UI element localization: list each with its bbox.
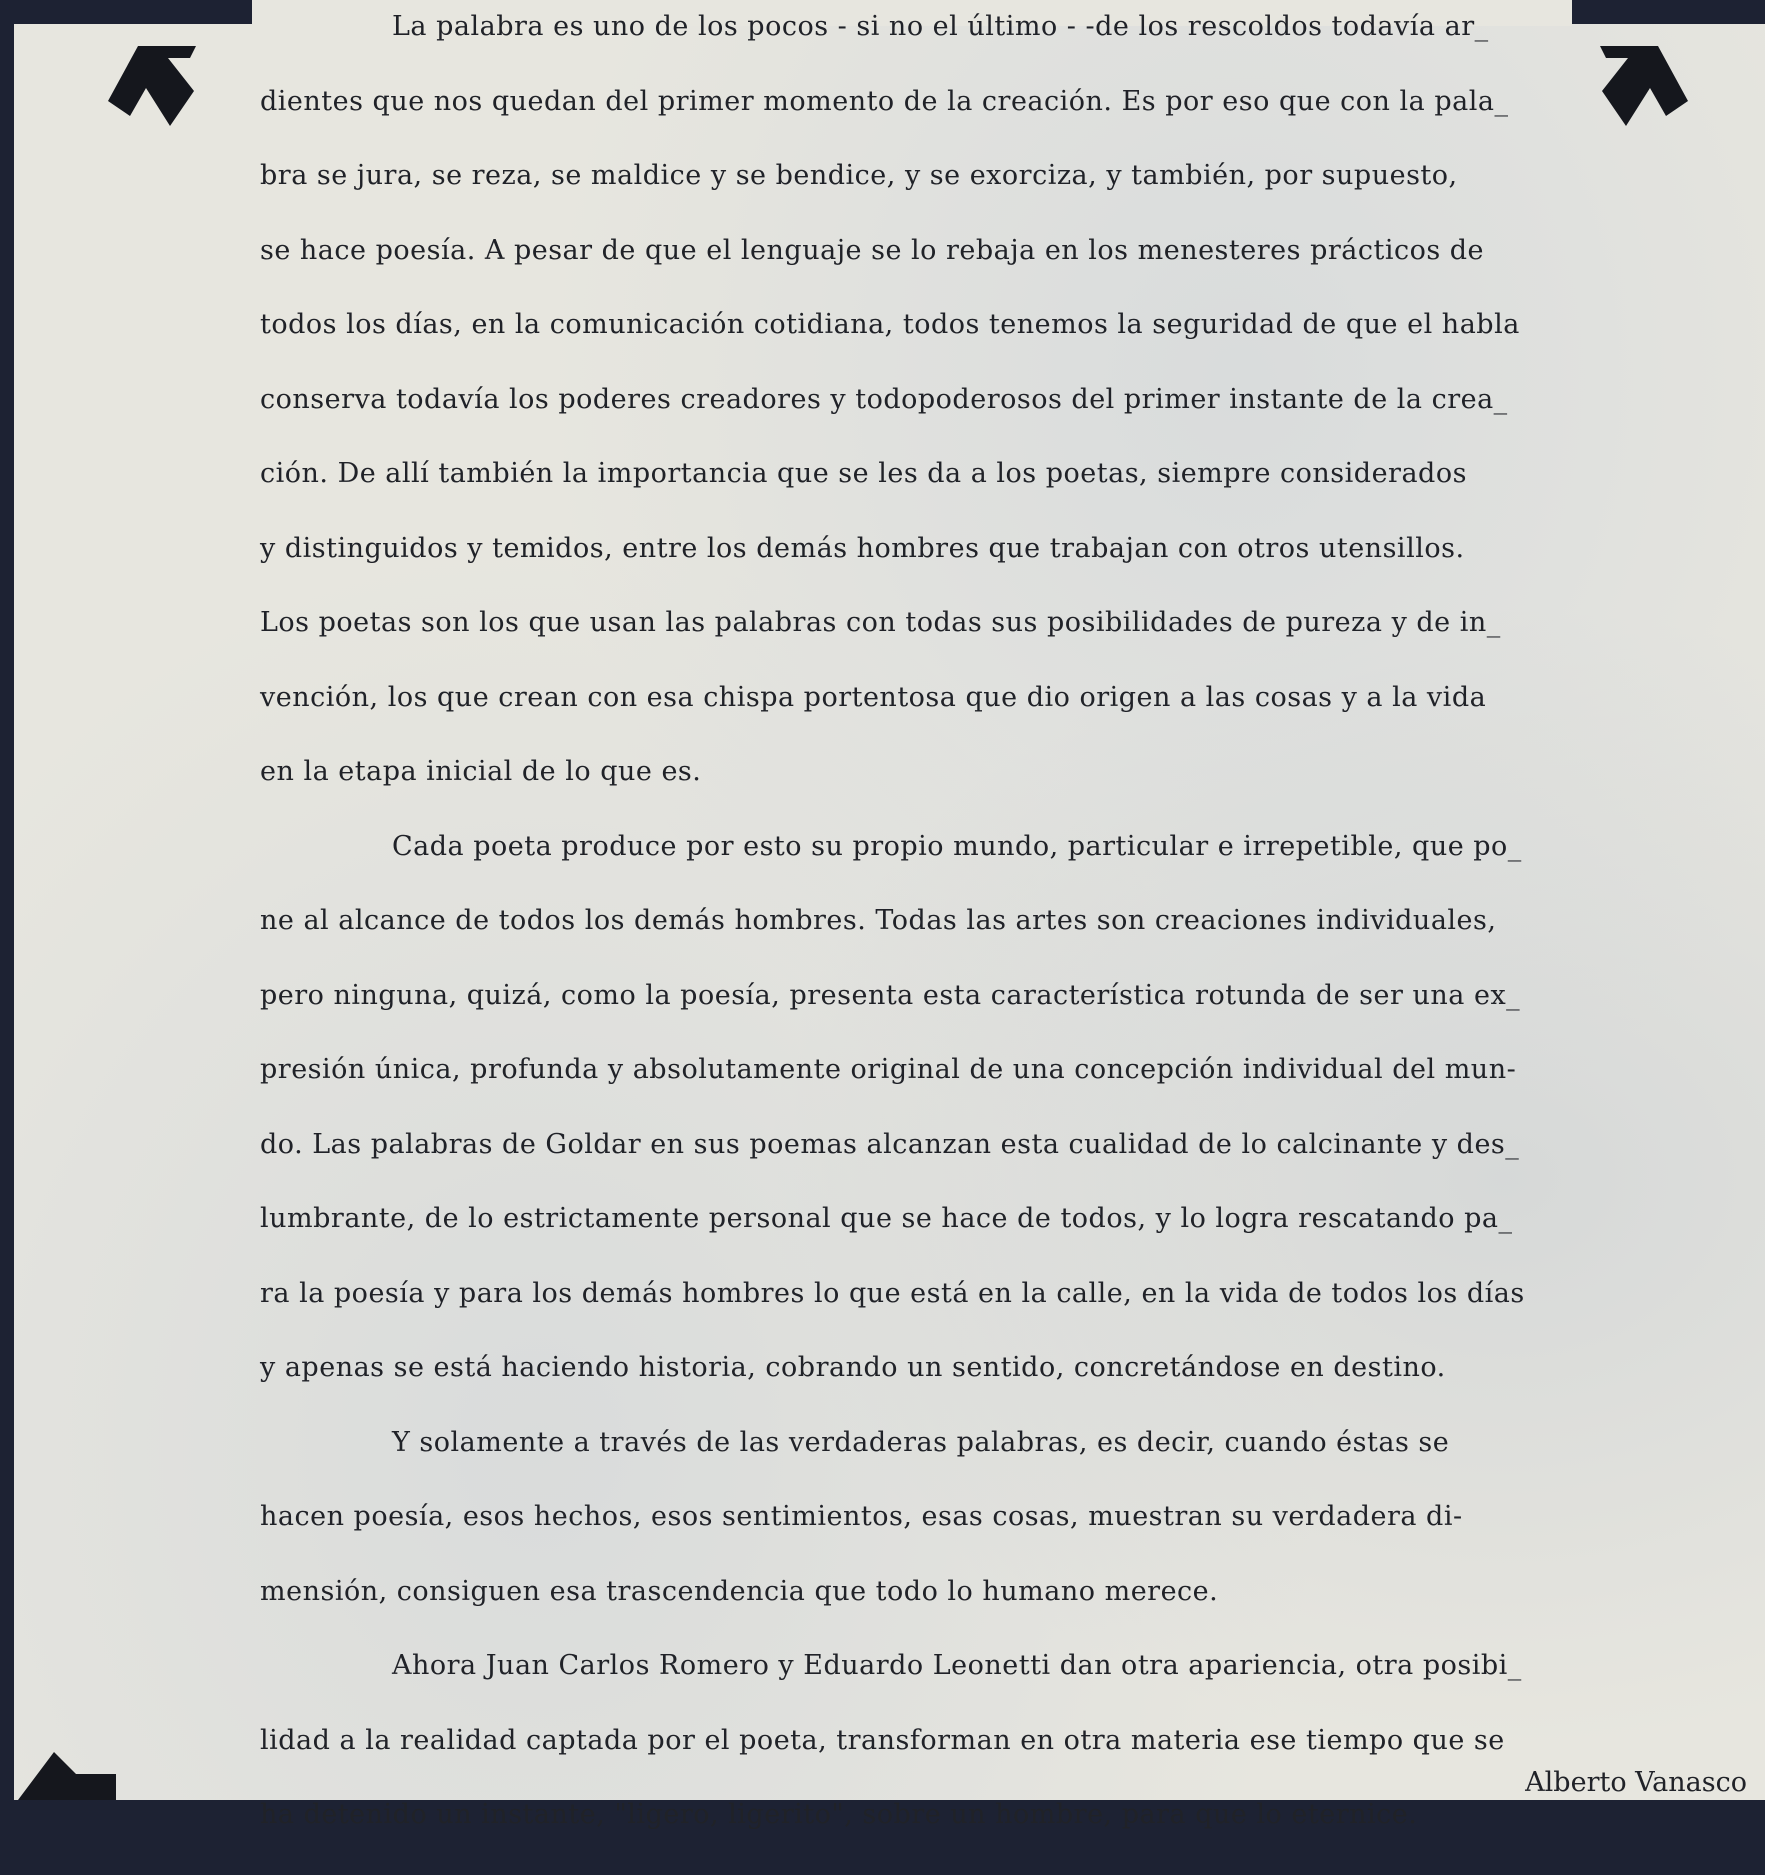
text-line: presión única, profunda y absolutamente original de una concepción individual del mun- [260, 1054, 1517, 1085]
text-line: ne al alcance de todos los demás hombres. Todas las artes son creaciones individuales, [260, 905, 1497, 936]
text-line: ción. De allí también la importancia que se les da a los poetas, siempre considerados [260, 458, 1467, 489]
corner-arrow-bottom-left-icon [18, 1752, 118, 1800]
text-line: vención, los que crean con esa chispa portentosa que dio origen a las cosas y a la vida [260, 681, 1487, 713]
text-line: Los poetas son los que usan las palabras con todas sus posibilidades de pureza y de in_ [260, 607, 1501, 638]
text-line: y distinguidos y temidos, entre los demás hombres que trabajan con otros utensillos. [260, 532, 1465, 564]
text-line: Ahora Juan Carlos Romero y Eduardo Leonetti dan otra apariencia, otra posibi_ [392, 1650, 1522, 1681]
text-line: La palabra es uno de los pocos - si no el último - -de los rescoldos todavía ar_ [392, 11, 1489, 42]
text-line: lumbrante, de lo estrictamente personal que se hace de todos, y lo logra rescatando pa_ [260, 1203, 1513, 1234]
text-line: bra se jura, se reza, se maldice y se bendice, y se exorciza, y también, por supuesto, [260, 160, 1458, 191]
text-line: pero ninguna, quizá, como la poesía, presenta esta característica rotunda de ser una ex_ [260, 979, 1521, 1011]
corner-arrow-top-right-icon [1596, 46, 1688, 131]
text-line: hacen poesía, esos hechos, esos sentimientos, esas cosas, muestran su verdadera di- [260, 1501, 1463, 1532]
text-line: todos los días, en la comunicación cotidiana, todos tenemos la seguridad de que el habla [260, 309, 1520, 340]
text-line: y apenas se está haciendo historia, cobrando un sentido, concretándose en destino. [260, 1352, 1446, 1383]
document-body [260, 12, 1590, 1875]
text-line: Cada poeta produce por esto su propio mundo, particular e irrepetible, que po_ [392, 830, 1522, 862]
author-signature: Alberto Vanasco [1525, 1767, 1747, 1798]
text-line: do. Las palabras de Goldar en sus poemas alcanzan esta cualidad de lo calcinante y des_ [260, 1128, 1520, 1160]
text-line: dientes que nos quedan del primer momento de la creación. Es por eso que con la pala_ [260, 85, 1509, 117]
text-line: conserva todavía los poderes creadores y todopoderosos del primer instante de la crea_ [260, 383, 1508, 415]
text-line: lidad a la realidad captada por el poeta, transforman en otra materia ese tiempo que se [260, 1724, 1505, 1756]
text-line: Y solamente a través de las verdaderas palabras, es decir, cuando éstas se [392, 1426, 1450, 1458]
text-line: mensión, consiguen esa trascendencia que todo lo humano merece. [260, 1575, 1219, 1607]
text-line: se hace poesía. A pesar de que el lenguaje se lo rebaja en los menesteres prácticos de [260, 234, 1485, 266]
text-line: en la etapa inicial de lo que es. [260, 756, 702, 787]
text-line: ha detenido un instante, "ligero, ligerito", sobre un hombre, para que lo eternice. [260, 1799, 1418, 1830]
corner-arrow-top-left-icon [108, 46, 198, 131]
text-line: ra la poesía y para los demás hombres lo que está en la calle, en la vida de todos los días [260, 1277, 1525, 1309]
